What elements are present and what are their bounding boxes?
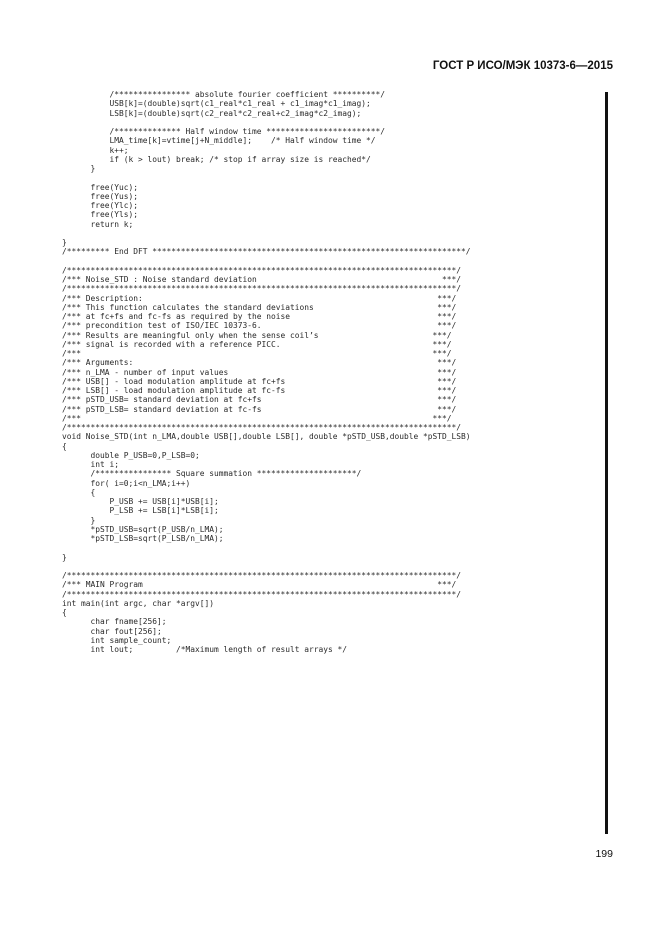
code-line: *pSTD_USB=sqrt(P_USB/n_LMA); xyxy=(62,524,224,534)
code-line: free(Yus); xyxy=(62,191,139,201)
page-number: 199 xyxy=(595,848,613,860)
code-line: } xyxy=(62,552,67,562)
code-line: int lout; /*Maximum length of result arrays */ xyxy=(62,645,348,654)
code-line: /*** ***/ xyxy=(62,413,452,423)
code-line: /*** pSTD_USB= standard deviation at fc+fs ***/ xyxy=(62,395,457,405)
code-line xyxy=(62,229,471,238)
standard-designation: ГОСТ Р ИСО/МЭК 10373-6—2015 xyxy=(432,60,613,72)
code-line: /*** Arguments: ***/ xyxy=(62,358,457,368)
code-line: free(Yuc); xyxy=(62,182,139,192)
code-line: /*** signal is recorded with a reference PICC. ***/ xyxy=(62,339,452,349)
code-line: char fout[256]; xyxy=(62,626,162,636)
code-line: /**********************************************************************************/ xyxy=(62,284,462,294)
change-marker-bar xyxy=(605,92,608,834)
code-line xyxy=(62,257,471,266)
code-line: /**********************************************************************************/ xyxy=(62,265,462,275)
code-line: /*** precondition test of ISO/IEC 10373-6. ***/ xyxy=(62,321,457,331)
code-line: /*** pSTD_LSB= standard deviation at fc-fs ***/ xyxy=(62,404,457,414)
code-line: } xyxy=(62,515,96,525)
code-line: int main(int argc, char *argv[]) xyxy=(62,598,215,608)
code-line: /*** Description: ***/ xyxy=(62,293,457,303)
code-line xyxy=(62,118,471,127)
code-line: } xyxy=(62,164,96,173)
code-line: void Noise_STD(int n_LMA,double USB[],double LSB[], double *pSTD_USB,double *pSTD_LSB) xyxy=(62,432,471,442)
code-line: USB[k]=(double)sqrt(c1_real*c1_real + c1_imag*c1_imag); xyxy=(62,99,371,109)
code-line: if (k > lout) break; /* stop if array size is reached*/ xyxy=(62,154,371,164)
code-line: return k; xyxy=(62,219,134,229)
code-line: /*** MAIN Program ***/ xyxy=(62,580,457,590)
code-line: double P_USB=0,P_LSB=0; xyxy=(62,450,200,460)
code-line: LMA_time[k]=vtime[j+N_middle]; /* Half window time */ xyxy=(62,136,376,146)
code-line: /**********************************************************************************/ xyxy=(62,423,462,432)
code-line: /*** This function calculates the standard deviations ***/ xyxy=(62,302,457,312)
code-line: for( i=0;i<n_LMA;i++) xyxy=(62,478,191,488)
code-line: /**********************************************************************************/ xyxy=(62,589,462,599)
code-line xyxy=(62,543,471,552)
code-line xyxy=(62,173,471,182)
code-line: /*** USB[] - load modulation amplitude at fc+fs ***/ xyxy=(62,376,457,386)
code-line: /*** Noise_STD : Noise standard deviation ***/ xyxy=(62,275,462,284)
code-line: char fname[256]; xyxy=(62,617,167,627)
code-line: P_LSB += LSB[i]*LSB[i]; xyxy=(62,506,219,516)
code-line: /**************** Square summation *********************/ xyxy=(62,469,362,479)
code-line: { xyxy=(62,441,67,451)
code-line: /************** Half window time ************************/ xyxy=(62,127,386,136)
code-line: P_USB += USB[i]*USB[i]; xyxy=(62,497,219,506)
code-line: /*** LSB[] - load modulation amplitude at fc-fs ***/ xyxy=(62,386,457,395)
code-line: { xyxy=(62,608,67,617)
code-line: /*** at fc+fs and fc-fs as required by the noise ***/ xyxy=(62,312,457,321)
code-listing xyxy=(62,90,471,654)
code-line: } xyxy=(62,238,67,247)
code-line: free(Yls); xyxy=(62,210,139,220)
code-line: int sample_count; xyxy=(62,635,172,645)
code-line: /*** ***/ xyxy=(62,349,452,358)
code-line: /*** n_LMA - number of input values ***/ xyxy=(62,367,457,377)
code-line: { xyxy=(62,487,96,497)
code-line: /**********************************************************************************/ xyxy=(62,571,462,580)
code-line: /**************** absolute fourier coefficient **********/ xyxy=(62,90,386,99)
code-line: free(Ylc); xyxy=(62,201,139,210)
code-line xyxy=(62,562,471,571)
code-line: /********* End DFT ******************************************************************/ xyxy=(62,247,471,257)
code-line: int i; xyxy=(62,460,120,469)
code-line: /*** Results are meaningful only when the sense coil’s ***/ xyxy=(62,330,452,340)
code-line: *pSTD_LSB=sqrt(P_LSB/n_LMA); xyxy=(62,534,224,543)
code-line: LSB[k]=(double)sqrt(c2_real*c2_real+c2_imag*c2_imag); xyxy=(62,108,362,118)
code-line: k++; xyxy=(62,145,129,155)
